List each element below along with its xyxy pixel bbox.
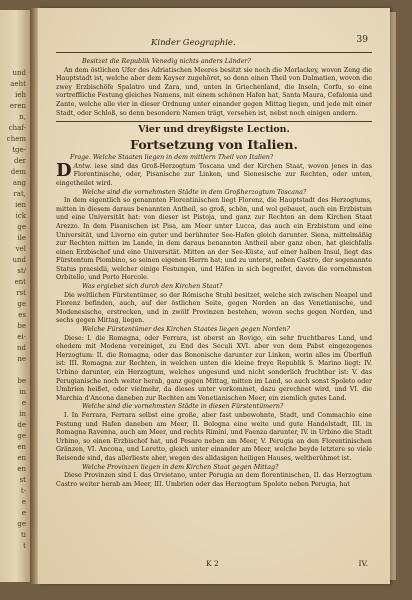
left-page-fragments: [0, 68, 30, 552]
book-page: [38, 8, 390, 584]
left-page-fragment: ick: [15, 212, 26, 220]
left-page-fragment: rst: [16, 289, 26, 297]
answer-label: Antw.: [73, 162, 92, 170]
left-page-fragment: [0, 365, 30, 376]
left-page-fragment: en: [17, 454, 26, 462]
left-page-fragment: chem: [6, 135, 26, 143]
page-header: [56, 35, 372, 53]
left-page-fragment: ne: [17, 355, 26, 363]
question-1: Besitzet die Republik Venedig nichts anders Länder?: [82, 58, 251, 65]
left-page-fragment: ang: [12, 179, 26, 187]
running-head: Kinder Geographie.: [151, 38, 236, 48]
answer-5: Diese: I. die Romagna, oder Ferrara, ist oberst an Rovigo, ein sehr fruchtbares Land, und ehedem mit Modena vereiniget, zu End des Seculi XVI. aber von dem Pabst eingezogenes Herzogtum: II. die Romagna, oder das Bononische darunter zur Linken, worin alles im Überfluß ist: III. Romagna zur Rechten, in welchen unten die kleine freye Republik S. Marino liegt: IV. Urbino darunter, ein Herzogtum, welches ungesund und nicht sonderlich fruchtbar ist: V. das Perugianische noch weiter herab, ganz gegen Mittag, mitten im Land, so auch sonst Spoleto oder Umbrien heißet, oder vielmehr, da dieses unter vorkommet, dazu gerechnet wird, und VI. die Marchia d'Ancona daneben zur Rechten am Venetianischen Meer, ein ziemlich gutes Land.: [56, 334, 372, 402]
drop-capital: D: [56, 159, 72, 181]
question-2: [56, 154, 372, 163]
left-page-fragment: en: [17, 465, 26, 473]
left-page-fragment: de: [17, 421, 26, 429]
answer-3: In dem eigentlich so genannten Florentinischen liegt Florenz, die Hauptstadt des Herzogtums, mitten in diesem daraus benannten Antheil, so groß, schön, und wol gebauet, auch ein Erzbistum und eine Universität hat: von dieser ist Pistoja, und ganz zur Rechten an dem Kirchen Staat Arezzo. In dem Pisanischen ist Pisa, am Meer unter Lucca, das auch ein Erzbistum und eine Universität, und Livorno ein guter und berühmter See-Hafen gleich darunter. Siena, mittelmäßig zur Rechten mitten im Lande, in dem daraus benannten Antheil aber ganz oben, hat gleichfalls einen Erzbischof und eine Universität. Mitten an der See-Küste, auf einer halben Insul, liegt das Fürstentum Piombino, so seinen eigenen Herrn hat; und zu unterst, neben Castro, der sogenannte Status praesidii, welcher einige Festungen, und Häfen in sich begreifet, davon die vornehmsten Orbitello, und Porto Hercole.: [56, 197, 372, 282]
question-label: Frage.: [70, 154, 91, 162]
answer-6: I. In Ferrara, Ferrara selbst eine große, aber fast unbewohnte, Stadt, und Commachio eine Festung und Hafen daneben am Meer, II. Bologna eine weite und gute Handelstadt, III. in Romagna Ravenna, auch am Meer, und rechts Rimini, und Faenza darunter, IV. in Urbino die Stadt Urbino, so einen Erzbischof hat, und Pesaro neben am Meer, V. Perugia an den Florentinischen Gränzen, VI. Ancona, und Loretto, gleich unter einander am Meer, welche beyde letztere so viele Reisende sind, das allerlieste aber, wegen des alldasigen heiligen Hauses, weltberühmet ist.: [56, 411, 372, 462]
left-page-fragment: ile: [17, 234, 26, 242]
left-page-fragment: ge: [17, 520, 26, 528]
left-page-fragment: ien: [15, 201, 26, 209]
question-2-text: Welche Staaten liegen in dem mittlern Theil von Italien?: [92, 154, 274, 162]
left-page-fragment: es: [18, 311, 26, 319]
page-body: [56, 58, 372, 489]
left-page-fragment: und: [12, 256, 26, 264]
section-divider: [56, 121, 372, 122]
book-gutter: [30, 8, 38, 584]
answer-7: Diese Provinzen sind I. das Orvietano, unter Perugia an dem florentinischen, II. das Herzogtum Castro weiter herab am Meer, III. Umbrien oder das Herzogtum Spoleto neben Perugia, hat: [56, 472, 372, 488]
left-page-fragment: in: [19, 388, 26, 396]
answer-2-text: iese sind das Groß-Herzogtum Toscana und der Kirchen Staat, wovon jenes in das Florentinische, oder, Pisanische zur Linken, und Sienesische zur Rechten, oder unten, eingetheilet wird.: [56, 162, 372, 187]
left-page-fragment: rat,: [13, 190, 26, 198]
left-page-fragment: ti: [20, 531, 26, 539]
left-page-fragment: chaf-: [8, 124, 26, 132]
left-page-fragment: ge: [17, 432, 26, 440]
left-page-fragment: t-: [20, 487, 26, 495]
left-page-fragment: st/: [17, 267, 26, 275]
question-4: Was ergiebet sich durch den Kirchen Staat?: [82, 283, 223, 291]
lection-title: Vier und dreyßigste Lection.: [138, 124, 290, 136]
left-page-fragment: e: [21, 509, 26, 517]
left-page-fragment: t: [23, 542, 26, 550]
catchword: IV.: [358, 559, 368, 568]
page-stack-edge: [390, 12, 396, 580]
question-7: Welche Provinzen liegen in dem Kirchen Staat gegen Mittag?: [82, 463, 279, 471]
left-page-fragment: n,: [19, 113, 26, 121]
left-page-fragment: ge: [17, 300, 26, 308]
question-3: Welche sind die vornehmsten Städte in dem Großherzogtum Toscana?: [82, 188, 307, 196]
left-page-fragment: vel: [15, 245, 26, 253]
answer-2: [56, 159, 372, 189]
left-page-fragment: dem: [10, 168, 26, 176]
continuation-title: Fortsetzung von Italien.: [130, 137, 298, 153]
left-page-fragment: be: [17, 322, 26, 330]
left-page-fragment: der: [14, 157, 26, 165]
left-page-fragment: ieh: [15, 91, 26, 99]
left-page-fragment: ge: [17, 223, 26, 231]
left-page-fragment: eren: [9, 102, 26, 110]
left-page-fragment: tge-: [12, 146, 26, 154]
left-page-fragment: nd: [17, 344, 26, 352]
question-5: Welche Fürstentümer des Kirchen Staates liegen gegen Norden?: [82, 326, 290, 334]
left-page-fragment: in: [19, 410, 26, 418]
left-page-fragment: st: [19, 476, 26, 484]
left-page-fragment: e: [21, 399, 26, 407]
left-page-fragment: e: [21, 498, 26, 506]
left-page-edge: [0, 10, 30, 582]
left-page-fragment: be: [17, 377, 26, 385]
page-footer: [56, 559, 372, 571]
left-page-fragment: en: [17, 443, 26, 451]
answer-1: An dem östlichen Ufer des Adriatischen Meeres besitzt sie noch die Morlackey, wovon Zeng die Hauptstadt ist, welche aber dem Kayser zugehöret, so denn einen Theil von Dalmatien, wovon die zwey Erzbischöfe Spalatro und Zara, und, unten in Griechenland, die Inseln, Corfu, so eine vortreffliche Festung gleiches Namens, mit einem schönen Hafen hat, Santa Maura, Cefalonia und Zante, welche alle vier in dieser Ordnung unter einander gegen Mittag liegen, und jede mit einer Stadt, oder Schloß, so denn besondern Namen trägt, versehen ist, nebst noch einigen andern.: [56, 66, 372, 117]
left-page-fragment: aeht: [10, 80, 26, 88]
left-page-fragment: ei-: [17, 333, 26, 341]
left-page-fragment: und: [12, 69, 26, 77]
answer-4: Die weltlichen Fürstentümer, so der Römische Stuhl besitzet, welche sich zwischen Neapel und Florenz befinden, auch, auf der östlichen Seite, gegen Norden an das Venetianische, und Modenesische, erstrecken, und in zwölf Provinzen bestehen, wovon sechs gegen Norden, und sechs gegen Mittag, liegen.: [56, 291, 372, 325]
signature-mark: K 2: [206, 559, 219, 568]
question-6: Welche sind die vornehmsten Städte in diesen Fürstentümern?: [82, 403, 284, 411]
page-number: 39: [356, 35, 368, 45]
left-page-fragment: ent: [14, 278, 26, 286]
